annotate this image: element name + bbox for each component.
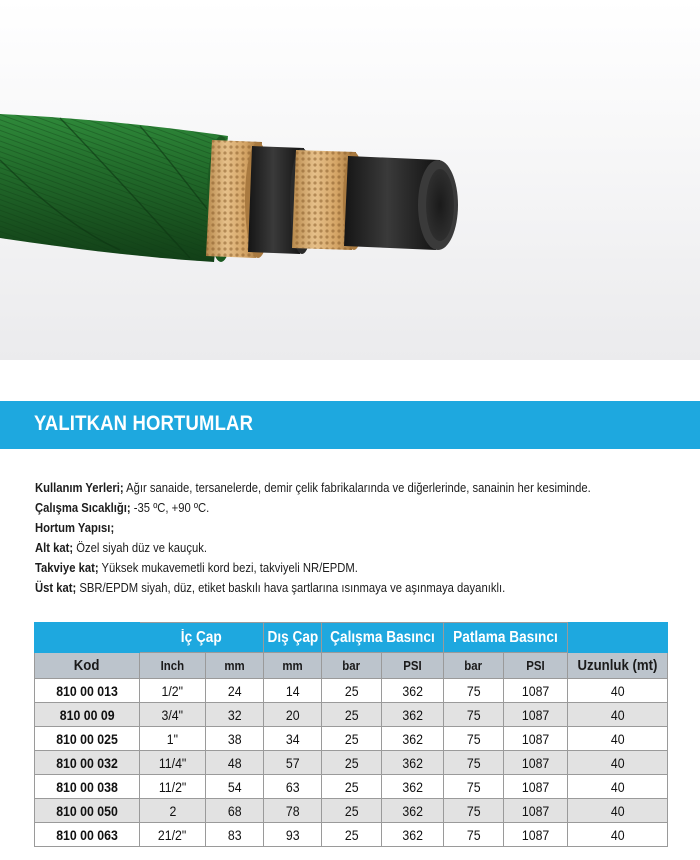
cell-bar-working: 25: [322, 823, 382, 847]
cell-mm-outer: 93: [264, 823, 322, 847]
cell-kod: 810 00 050: [35, 799, 140, 823]
cell-uzunluk: 40: [568, 727, 668, 751]
cell-mm-inner: 68: [206, 799, 264, 823]
structure-label: Hortum Yapısı;: [35, 521, 115, 535]
table-row: [35, 703, 668, 727]
group-header-dis-cap: Dış Çap: [264, 623, 322, 653]
cell-psi-working: 362: [382, 703, 444, 727]
table-row: [35, 727, 668, 751]
cell-bar-working: 25: [322, 703, 382, 727]
table-row: [35, 823, 668, 847]
table-row: [35, 799, 668, 823]
cell-uzunluk: 40: [568, 823, 668, 847]
cell-bar-working: 25: [322, 727, 382, 751]
group-header-empty-right: [568, 623, 668, 653]
group-header-patlama: Patlama Basıncı: [444, 623, 568, 653]
cell-psi-burst: 1087: [504, 703, 568, 727]
section-banner: [0, 401, 700, 449]
header-mm-inner: mm: [206, 653, 264, 679]
cell-psi-working: 362: [382, 727, 444, 751]
cell-kod: 810 00 09: [35, 703, 140, 727]
cell-inch: 11/4": [140, 751, 206, 775]
cell-kod: 810 00 013: [35, 679, 140, 703]
specs-table-body: [35, 679, 668, 847]
header-uzunluk: Uzunluk (mt): [568, 653, 668, 679]
cell-bar-working: 25: [322, 775, 382, 799]
temperature-text: -35 ºC, +90 ºC.: [130, 501, 210, 515]
cell-mm-inner: 24: [206, 679, 264, 703]
usage-line: [35, 478, 611, 498]
cell-kod: 810 00 025: [35, 727, 140, 751]
header-inch: Inch: [140, 653, 206, 679]
cell-mm-outer: 34: [264, 727, 322, 751]
usage-label: Kullanım Yerleri;: [35, 481, 124, 495]
cell-bar-working: 25: [322, 751, 382, 775]
cell-bar-working: 25: [322, 799, 382, 823]
product-description: [35, 478, 675, 598]
usage-text: Ağır sanaide, tersanelerde, demir çelik fabrikalarında ve diğerlerinde, sanainin her kesiminde.: [123, 481, 591, 495]
reinforcement-line: [35, 558, 611, 578]
cell-uzunluk: 40: [568, 703, 668, 727]
cell-inch: 21/2": [140, 823, 206, 847]
cell-bar-burst: 75: [444, 703, 504, 727]
group-header-ic-cap: İç Çap: [140, 623, 264, 653]
outer-layer-label: Üst kat;: [35, 581, 77, 595]
cell-inch: 3/4": [140, 703, 206, 727]
cell-bar-working: 25: [322, 679, 382, 703]
header-kod: Kod: [35, 653, 140, 679]
temperature-line: [35, 498, 611, 518]
group-header-row: [35, 623, 668, 653]
inner-layer-text: Özel siyah düz ve kauçuk.: [73, 541, 207, 555]
section-title: YALITKAN HORTUMLAR: [34, 412, 254, 435]
inner-layer-label: Alt kat;: [35, 541, 74, 555]
reinforcement-text: Yüksek mukavemetli kord bezi, takviyeli NR/EPDM.: [98, 561, 358, 575]
cell-kod: 810 00 032: [35, 751, 140, 775]
temperature-label: Çalışma Sıcaklığı;: [35, 501, 131, 515]
header-mm-outer: mm: [264, 653, 322, 679]
cell-bar-burst: 75: [444, 751, 504, 775]
outer-layer-text: SBR/EPDM siyah, düz, etiket baskılı hava şartlarına ısınmaya ve aşınmaya dayanıklı.: [76, 581, 506, 595]
cell-inch: 1/2": [140, 679, 206, 703]
hose-hero-image: [0, 0, 700, 360]
cell-psi-burst: 1087: [504, 679, 568, 703]
cell-mm-outer: 14: [264, 679, 322, 703]
cell-mm-inner: 38: [206, 727, 264, 751]
inner-layer-line: [35, 538, 611, 558]
cell-psi-burst: 1087: [504, 775, 568, 799]
header-bar-working: bar: [322, 653, 382, 679]
header-psi-burst: PSI: [504, 653, 568, 679]
cell-inch: 1": [140, 727, 206, 751]
cell-psi-burst: 1087: [504, 823, 568, 847]
cell-psi-burst: 1087: [504, 799, 568, 823]
cell-mm-inner: 54: [206, 775, 264, 799]
cell-psi-working: 362: [382, 823, 444, 847]
cell-bar-burst: 75: [444, 775, 504, 799]
specs-table: [34, 622, 668, 847]
table-row: [35, 775, 668, 799]
cell-psi-burst: 1087: [504, 751, 568, 775]
cell-inch: 2: [140, 799, 206, 823]
structure-line: [35, 518, 611, 538]
reinforcement-label: Takviye kat;: [35, 561, 99, 575]
cell-mm-outer: 78: [264, 799, 322, 823]
cell-mm-inner: 48: [206, 751, 264, 775]
cell-uzunluk: 40: [568, 751, 668, 775]
cell-kod: 810 00 063: [35, 823, 140, 847]
cell-psi-working: 362: [382, 799, 444, 823]
group-header-empty: [35, 623, 140, 653]
table-row: [35, 679, 668, 703]
cell-uzunluk: 40: [568, 679, 668, 703]
cell-mm-outer: 20: [264, 703, 322, 727]
table-row: [35, 751, 668, 775]
cell-bar-burst: 75: [444, 799, 504, 823]
header-bar-burst: bar: [444, 653, 504, 679]
cell-mm-inner: 32: [206, 703, 264, 727]
cell-psi-working: 362: [382, 751, 444, 775]
group-header-calisma: Çalışma Basıncı: [322, 623, 444, 653]
cell-bar-burst: 75: [444, 679, 504, 703]
cell-kod: 810 00 038: [35, 775, 140, 799]
outer-layer-line: [35, 578, 611, 598]
cell-psi-working: 362: [382, 679, 444, 703]
cell-inch: 11/2": [140, 775, 206, 799]
cell-psi-burst: 1087: [504, 727, 568, 751]
cell-mm-inner: 83: [206, 823, 264, 847]
cell-mm-outer: 63: [264, 775, 322, 799]
sub-header-row: [35, 653, 668, 679]
cell-mm-outer: 57: [264, 751, 322, 775]
cell-bar-burst: 75: [444, 727, 504, 751]
header-psi-working: PSI: [382, 653, 444, 679]
cell-bar-burst: 75: [444, 823, 504, 847]
cell-uzunluk: 40: [568, 799, 668, 823]
cell-uzunluk: 40: [568, 775, 668, 799]
cell-psi-working: 362: [382, 775, 444, 799]
hose-illustration: [0, 0, 700, 360]
